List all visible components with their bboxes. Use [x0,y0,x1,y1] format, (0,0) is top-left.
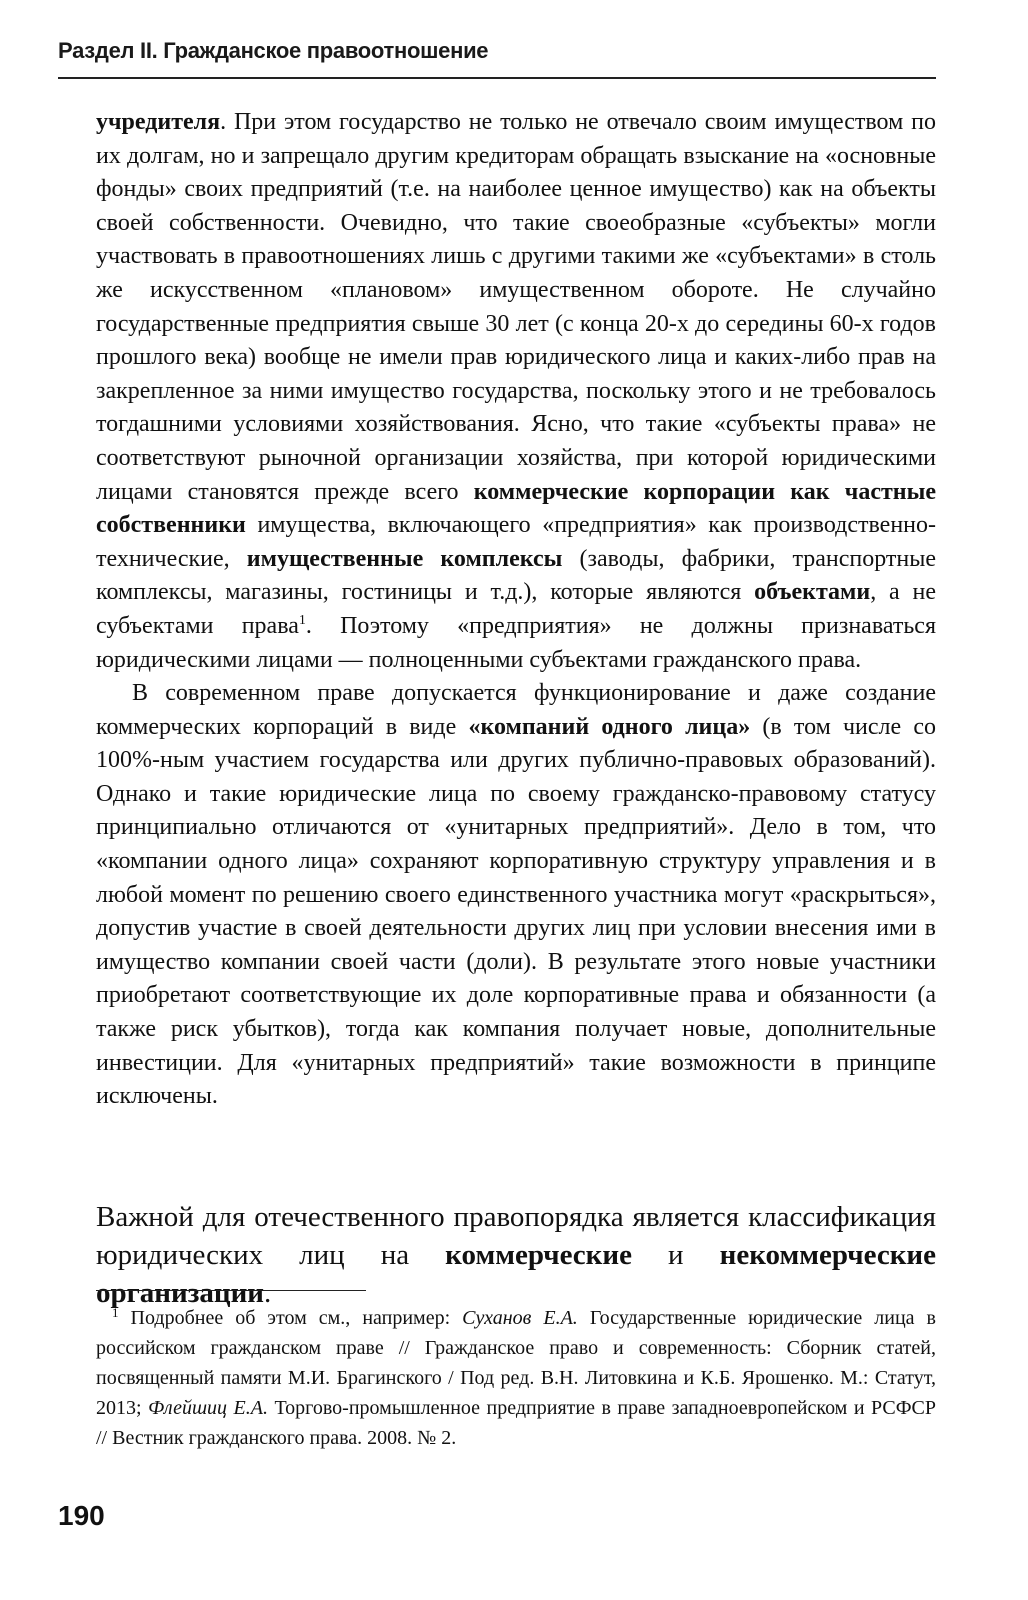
footnote-author-sukhanov: Суханов Е.А. [462,1307,578,1329]
paragraph-2-text-a: В современном праве допускается функционирование и даже создание коммерческих корпораций в виде [96,680,936,740]
main-text [96,106,936,1114]
footnote-reference[interactable]: 1 [298,612,306,628]
footnote-marker: 1 [112,1305,119,1320]
term-noncommercial-organizations: некоммерческие организации [96,1239,936,1309]
page-number: 190 [58,1500,105,1531]
paragraph-1 [96,106,936,677]
section-intro-text-a: Важной для отечественного правопорядка является классификация юридических лиц на [96,1201,936,1271]
paragraph-2-text-b: (в том числе со 100%-ным участием государства или других публично-правовых образований). Однако и такие юридические лица по своему гражданско-правовому статусу принципиально отличаются от «унитарных предприятий». Дело в том, что «компании одного лица» сохраняют корпоративную структуру управления и в любой момент по решению своего единственного участника могут «раскрыться», допустив участие в своей деятельности других лиц при условии внесения ими в имущество компании своей части (доли). В результате этого новые участники приобретают соответствующие их доле корпоративные права и обязанности (а также риск убытков), тогда как компания получает новые, дополнительные инвестиции. Для «унитарных предприятий» такие возможности в принципе исключены. [96,713,936,1110]
footnote [96,1298,936,1453]
section-intro-text-c: . [264,1277,272,1309]
paragraph-1-text-d: , а не субъектами права [96,579,936,639]
footnote-author-fleyshits: Флейшиц Е.А. [148,1397,268,1419]
footnote-text-c: Торгово-промышленное предприятие в праве западноевропейском и РСФСР // Вестник гражданского права. 2008. № 2. [96,1397,936,1449]
header-rule [58,77,936,79]
paragraph-1-text-c: (заводы, фабрики, транспортные комплексы, магазины, гостиницы и т.д.), которые являются [96,545,937,606]
term-property-complexes: имущественные комплексы [246,545,563,572]
footnote-paragraph [96,1298,936,1453]
footnote-text-b: Государственные юридические лица в российском гражданском праве // Гражданское право и современность: Сборник статей, посвященный памяти М.И. Брагинского / Под ред. В.Н. Литовкина и К.Б. Ярошенко. М.: Статут, 2013; [96,1307,936,1419]
term-objects: объектами [754,579,871,606]
term-uchreditel: учредителя [96,109,221,135]
paragraph-1-text-e: . Поэтому «предприятия» не должны признаваться юридическими лицами — полноценными субъектами гражданского права. [96,612,937,673]
footnote-text-a: Подробнее об этом см., например: [118,1307,463,1329]
running-head: Раздел II. Гражданское правоотношение [58,38,489,63]
term-commercial-corporations: коммерческие корпорации как частные собственники [96,478,936,539]
paragraph-1-text-a: . При этом государство не только не отвечало своим имуществом по их долгам, но и запрещало другим кредиторам обращать взыскание на «основные фонды» своих предприятий (т.е. на наиболее ценное имущество) как на объекты своей собственности. Очевидно, что такие своеобразные «субъекты» могли участвовать в правоотношениях лишь с другими такими же «субъектами» в столь же искусственном «плановом» имущественном обороте. Не случайно государственные предприятия свыше 30 лет (с конца 20-х до середины 60-х годов прошлого века) вообще не имели прав юридического лица и каких-либо прав на закрепленное за ними имущество государства, поскольку этого и не требовалось тогдашними условиями хозяйствования. Ясно, что такие «субъекты права» не соответствуют рыночной организации хозяйства, при которой юридическими лицами становятся прежде всего [96,109,936,505]
term-commercial: коммерческие [445,1239,632,1271]
footnote-rule [96,1290,366,1291]
section-intro-paragraph [96,1198,936,1312]
paragraph-1-text-b: имущества, включающего «предприятия» как производственно-технические, [96,512,936,572]
section-intro [96,1198,936,1312]
term-one-person-companies: «компаний одного лица» [468,713,751,740]
section-intro-text-b: и [631,1239,720,1271]
paragraph-2 [96,677,936,1114]
